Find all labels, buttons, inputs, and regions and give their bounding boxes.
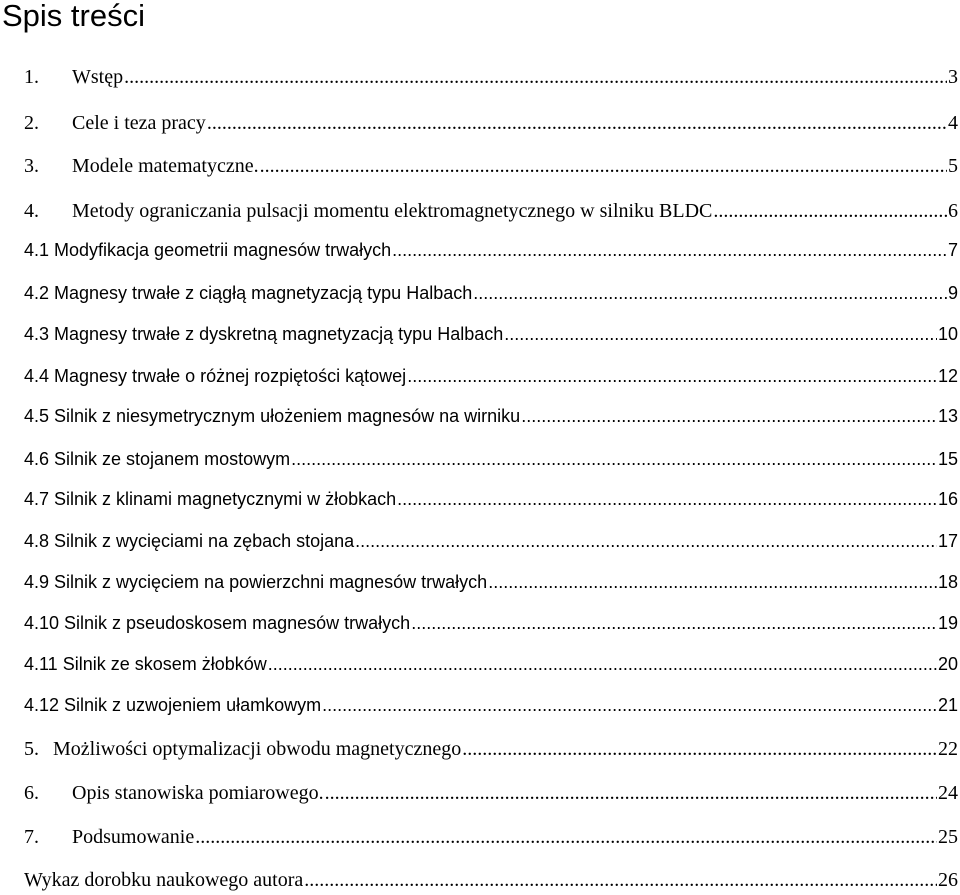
- toc-entry-number: 4.: [24, 200, 39, 222]
- toc-entry[interactable]: [24, 320, 958, 348]
- toc-entry-page: 13: [937, 406, 958, 426]
- toc-entry-page: 4: [948, 112, 958, 134]
- toc-entry[interactable]: [24, 779, 958, 807]
- toc-dot-leader: [268, 650, 937, 678]
- toc-entry-title: Wykaz dorobku naukowego autora: [24, 869, 304, 891]
- toc-dot-leader: [322, 691, 937, 719]
- toc-entry-title: 4.8 Silnik z wycięciami na zębach stojana: [24, 531, 355, 551]
- toc-entry[interactable]: [24, 650, 958, 678]
- toc-entry-title: 4.2 Magnesy trwałe z ciągłą magnetyzacją typu Halbach: [24, 283, 473, 303]
- toc-entry-title: 4.10 Silnik z pseudoskosem magnesów trwałych: [24, 613, 411, 633]
- toc-dot-leader: [304, 866, 937, 894]
- toc-entry[interactable]: [24, 691, 958, 719]
- toc-entry-page: 24: [938, 782, 958, 804]
- toc-entry-title: Metody ograniczania pulsacji momentu elektromagnetycznego w silniku BLDC: [72, 200, 713, 222]
- page-title: Spis treści: [2, 0, 145, 33]
- toc-entry-page: 7: [947, 240, 958, 260]
- toc-entry-page: 26: [938, 869, 958, 891]
- toc-entry[interactable]: [24, 527, 958, 555]
- toc-entry-title: 4.4 Magnesy trwałe o różnej rozpiętości kątowej: [24, 366, 407, 386]
- toc-entry[interactable]: [24, 445, 958, 473]
- toc-entry-title: 4.9 Silnik z wycięciem na powierzchni magnesów trwałych: [24, 572, 488, 592]
- toc-entry[interactable]: [24, 109, 958, 137]
- toc-dot-leader: [291, 445, 937, 473]
- toc-entry-title: Opis stanowiska pomiarowego.: [72, 782, 324, 804]
- toc-entry-number: 3.: [24, 155, 39, 177]
- toc-entry-number: 7.: [24, 826, 39, 848]
- toc-entry-number: 1.: [24, 66, 39, 88]
- toc-dot-leader: [392, 236, 947, 264]
- toc-entry-title: Możliwości optymalizacji obwodu magnetycznego: [53, 738, 462, 760]
- toc-entry-page: 19: [937, 613, 958, 633]
- toc-entry[interactable]: [24, 485, 958, 513]
- toc-entry[interactable]: [24, 609, 958, 637]
- toc-entry-number: 5.: [24, 738, 39, 760]
- toc-dot-leader: [407, 362, 937, 390]
- toc-entry[interactable]: [24, 568, 958, 596]
- toc-dot-leader: [473, 279, 947, 307]
- toc-entry-page: 22: [938, 738, 958, 760]
- toc-entry-title: Wstęp: [72, 66, 124, 88]
- toc-entry[interactable]: [24, 236, 958, 264]
- toc-entry-title: 4.12 Silnik z uzwojeniem ułamkowym: [24, 695, 322, 715]
- toc-dot-leader: [462, 735, 937, 763]
- toc-dot-leader: [260, 152, 947, 180]
- toc-entry[interactable]: [24, 197, 958, 225]
- toc-entry[interactable]: [24, 152, 958, 180]
- toc-entry-page: 3: [948, 66, 958, 88]
- toc-entry-number: 6.: [24, 782, 39, 804]
- toc-entry[interactable]: [24, 63, 958, 91]
- toc-entry-page: 20: [937, 654, 958, 674]
- toc-dot-leader: [713, 197, 947, 225]
- toc-entry-title: 4.3 Magnesy trwałe z dyskretną magnetyzacją typu Halbach: [24, 324, 504, 344]
- toc-entry[interactable]: [24, 823, 958, 851]
- toc-entry[interactable]: [24, 402, 958, 430]
- toc-entry-title: 4.1 Modyfikacja geometrii magnesów trwałych: [24, 240, 392, 260]
- toc-entry-page: 25: [938, 826, 958, 848]
- toc-entry-page: 6: [948, 200, 958, 222]
- toc-entry-page: 18: [937, 572, 958, 592]
- toc-entry-page: 10: [937, 324, 958, 344]
- toc-entry[interactable]: [24, 362, 958, 390]
- toc-entry[interactable]: [24, 735, 958, 763]
- toc-entry-title: 4.7 Silnik z klinami magnetycznymi w żłobkach: [24, 489, 397, 509]
- toc-entry-page: 21: [937, 695, 958, 715]
- toc-entry-title: 4.6 Silnik ze stojanem mostowym: [24, 449, 291, 469]
- toc-entry-page: 16: [937, 489, 958, 509]
- toc-entry-number: 2.: [24, 112, 39, 134]
- toc-entry[interactable]: [24, 866, 958, 894]
- toc-entry-page: 9: [947, 283, 958, 303]
- toc-entry-title: Podsumowanie: [72, 826, 195, 848]
- toc-entry[interactable]: [24, 279, 958, 307]
- toc-dot-leader: [397, 485, 937, 513]
- toc-dot-leader: [207, 109, 947, 137]
- toc-entry-page: 15: [937, 449, 958, 469]
- toc-dot-leader: [355, 527, 937, 555]
- toc-dot-leader: [488, 568, 937, 596]
- toc-dot-leader: [325, 779, 937, 807]
- toc-dot-leader: [504, 320, 937, 348]
- toc-entry-page: 12: [937, 366, 958, 386]
- toc-entry-title: 4.11 Silnik ze skosem żłobków: [24, 654, 267, 674]
- toc-entry-title: 4.5 Silnik z niesymetrycznym ułożeniem magnesów na wirniku: [24, 406, 521, 426]
- toc-dot-leader: [195, 823, 937, 851]
- toc-dot-leader: [521, 402, 937, 430]
- toc-dot-leader: [124, 63, 947, 91]
- toc-entry-page: 17: [937, 531, 958, 551]
- toc-entry-title: Modele matematyczne.: [72, 155, 259, 177]
- toc-entry-title: Cele i teza pracy: [72, 112, 206, 134]
- toc-dot-leader: [411, 609, 937, 637]
- toc-entry-page: 5: [948, 155, 958, 177]
